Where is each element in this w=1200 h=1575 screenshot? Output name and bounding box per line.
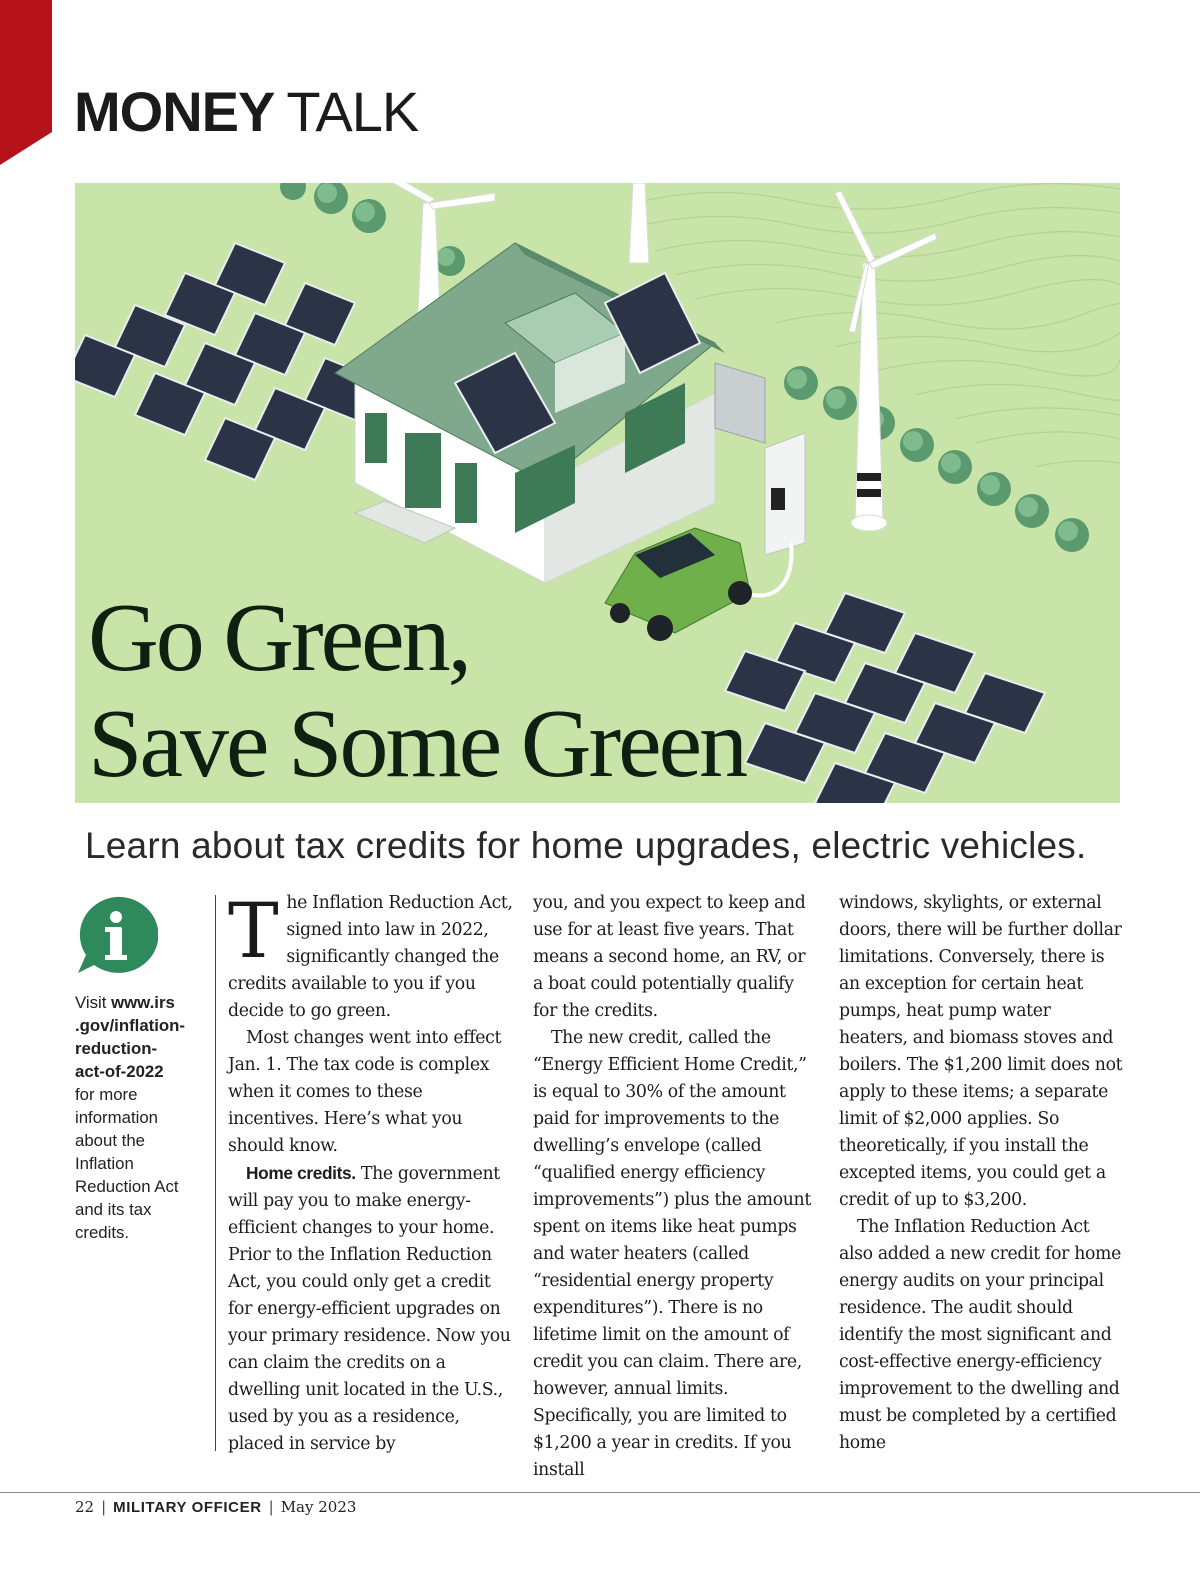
footer-rule xyxy=(0,1492,1200,1493)
sidebar-rest: for more information about the Inflation Reduction Act and its tax credits. xyxy=(75,1085,179,1242)
column-divider xyxy=(215,895,216,1451)
article-paragraph xyxy=(228,886,513,1025)
section-title-bold: MONEY xyxy=(74,80,275,143)
article-paragraph: Most changes went into effect Jan. 1. The tax code is complex when it comes to these incentives. Here’s what you should know. xyxy=(228,1028,502,1156)
article-column-1 xyxy=(228,886,513,1458)
sidebar-visit: Visit xyxy=(75,993,107,1012)
headline-line-1: Go Green, xyxy=(88,584,470,692)
headline-line-2: Save Some Green xyxy=(88,690,746,798)
drop-cap: T xyxy=(228,886,279,975)
section-title xyxy=(74,82,418,142)
run-in-head: Home credits. xyxy=(246,1163,356,1183)
deck-subtitle: Learn about tax credits for home upgrades, electric vehicles. xyxy=(85,825,1087,866)
section-title-light: TALK xyxy=(286,80,419,143)
article-paragraph: The new credit, called the “Energy Efficient Home Credit,” is equal to 30% of the amount paid for improvements to the dwelling’s envelope (called “qualified energy efficiency improvements”) plus the amount spent on items like heat pumps and water heaters (called “residential energy property expenditures”). There is no lifetime limit on the amount of credit you can claim. There are, however, annual limits. Specifically, you are limited to $1,200 a year in credits. If you install xyxy=(533,1028,811,1480)
footer-separator: | xyxy=(268,1498,274,1516)
page-number: 22 xyxy=(75,1498,95,1516)
footer-folio xyxy=(75,1497,356,1518)
issue-date: May 2023 xyxy=(280,1498,357,1516)
article-paragraph xyxy=(228,1160,513,1458)
headline xyxy=(88,585,745,797)
red-corner-tab xyxy=(0,0,52,165)
article-column-3 xyxy=(839,890,1124,1457)
info-icon xyxy=(74,895,158,975)
sidebar-url[interactable]: www.irs .gov/inflation- reduction- act-of-2022 xyxy=(75,993,185,1081)
sidebar-note xyxy=(75,991,197,1244)
article-paragraph: you, and you expect to keep and use for at least five years. That means a second home, an RV, or a boat could potentially qualify for the credits. xyxy=(533,893,806,1021)
article-paragraph: windows, skylights, or external doors, there will be further dollar limitations. Conversely, there is an exception for certain heat pumps, heat pump water heaters, and biomass stoves and boilers. The $1,200 limit does not apply to these items; a separate limit of $2,000 applies. So theoretically, if you install the excepted items, you could get a credit of up to $3,200. xyxy=(839,893,1123,1210)
article-column-2 xyxy=(533,890,818,1484)
paragraph-text: he Inflation Reduction Act, signed into law in 2022, significantly changed the credits available to you if you decide to go green. xyxy=(228,893,513,1021)
magazine-name: MILITARY OFFICER xyxy=(113,1499,262,1516)
paragraph-text: The government will pay you to make energy-efficient changes to your home. Prior to the Inflation Reduction Act, you could only get a credit for energy-efficient upgrades on your primary residence. Now you can claim the credits on a dwelling unit located in the U.S., used by you as a residence, placed in service by xyxy=(228,1164,511,1454)
footer-separator: | xyxy=(101,1498,107,1516)
article-paragraph: The Inflation Reduction Act also added a new credit for home energy audits on your principal residence. The audit should identify the most significant and cost-effective energy-efficiency improvement to the dwelling and must be completed by a certified home xyxy=(839,1217,1121,1453)
